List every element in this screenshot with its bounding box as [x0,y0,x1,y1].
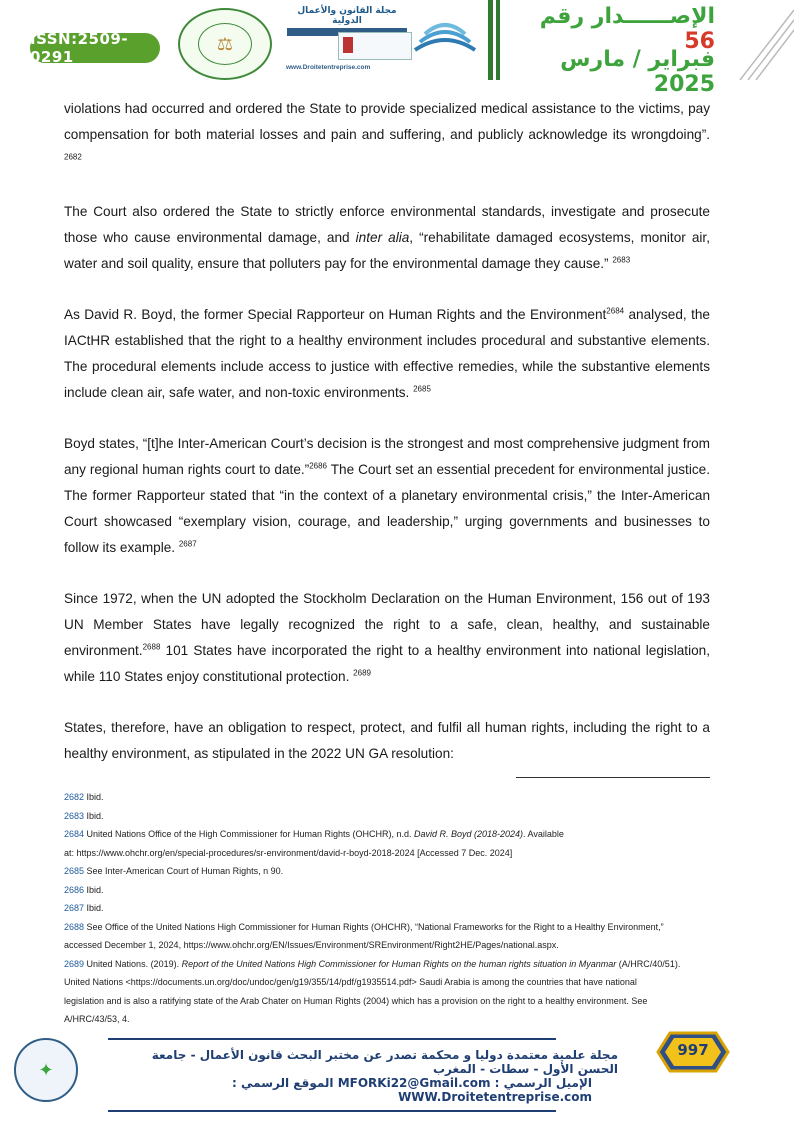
tower-icon [343,37,353,53]
footnote-ref[interactable]: 2683 [612,255,631,265]
footnote-ref[interactable]: 2686 [309,461,327,471]
footnote-ref[interactable]: 2688 [142,642,161,652]
footnote-continuation: A/HRC/43/53, 4. [64,1014,130,1024]
scales-icon: ⚖ [198,23,252,65]
lab-seal-logo [178,8,272,80]
paragraph-1: violations had occurred and ordered the State to provide specialized medical assistance to the victims, pay compensation for both material losses and pain and suffering, and publicly acknowledge its wrongdoing”. $^{2682}$ [64,101,710,162]
paragraph-4: Boyd states, “[t]he Inter-American Court’s decision is the strongest and most comprehensive judgment from any regional human rights court to date.”$^{2686}$ The Court set an essential precedent for environmental justice. The former Rapporteur stated that “in the context of a planetary environmental crisis,” the Inter-American Court showcased “exemplary vision, courage, and leadership,” urging governments and businesses to follow its example. $^{2687}$ [64,436,710,555]
footnote-item: 2683 Ibid. [64,810,104,821]
footer-rule-bottom [108,1110,556,1112]
paragraph-6: States, therefore, have an obligation to respect, protect, and fulfil all human rights, including the right to a healthy environment, as stipulated in the 2022 UN GA resolution: [64,720,710,761]
issue-label-text: الإصــــــدار رقم [539,4,715,29]
footnote-item: 2686 Ibid. [64,884,104,895]
issn-badge: ISSN:2509-0291 [30,33,160,63]
decorative-stripes [730,0,794,80]
footnote-ref[interactable]: 2682 [64,152,82,162]
footnote-item: 2688 See Office of the United Nations High Commissioner for Human Rights (OHCHR), “National Frameworks for the Right to a Healthy Environment,” [64,921,664,932]
footnote-ref[interactable]: 2689 [353,668,371,678]
footnote-number[interactable]: 2689 [64,958,85,969]
footnote-continuation: legislation and is also a ratifying state of the Arab Chater on Human Rights (2004) which has a provision on the right to a healthy environment. See [64,995,648,1006]
footnote-ref[interactable]: 2687 [178,539,197,549]
page-number: 997 [677,1041,709,1059]
footnote-continuation: United Nations <https://documents.un.org/doc/undoc/gen/g19/355/14/pdf/g1935514.pdf> Saudi Arabia is among the countries that have national [64,977,637,987]
page-header [0,0,794,97]
footnote-item: 2689 United Nations. (2019). Report of the United Nations High Commissioner for Human Rights on the human rights situation in Myanmar (A/HRC/40/51). [64,958,681,969]
university-logo [338,32,412,60]
page-number-badge [656,1030,730,1080]
journal-logo [282,6,482,72]
footnote-number[interactable]: 2685 [64,866,85,876]
footer-journal-description: مجلة علمية معتمدة دوليا و محكمة تصدر عن مختبر البحث قانون الأعمال - جامعة الحسن الأول - سطات - المغرب [151,1048,618,1076]
footnote-item: 2684 United Nations Office of the High Commissioner for Human Rights (OHCHR), n.d. David R. Boyd (2018-2024). Available [64,829,564,839]
footnote-separator [516,777,710,778]
footnote-continuation: at: https://www.ohchr.org/en/special-procedures/sr-environment/david-r-boyd-2018-2024 [Accessed 7 Dec. 2024] [64,847,513,858]
journal-title: مجلة القانون والأعمال الدولية [297,6,397,26]
footnote-item: 2687 Ibid. [64,903,104,913]
footnote-ref[interactable]: 2684 [606,306,625,316]
footnote-number[interactable]: 2683 [64,810,85,821]
footer-contact[interactable]: الإميل الرسمي : MFORKi22@Gmail.com الموقع الرسمي : WWW.Droitetentreprise.com [232,1076,592,1104]
header-separator [488,0,502,80]
issue-number: 56 [684,29,715,54]
paragraph-5: Since 1972, when the UN adopted the Stockholm Declaration on the Human Environment, 156 out of 193 UN Member States have legally recognized the right to a safe, clean, healthy, and sustainable environment.$^{2688}$ 101 States have incorporated the right to a healthy environment into national legislation, while 110 States enjoy constitutional protection. $^{2689}$ [64,591,710,684]
paragraph-2: The Court also ordered the State to strictly enforce environmental standards, investigate and prosecute those who cause environmental damage, and inter alia, “rehabilitate damaged ecosystems, monitor air, water and soil quality, ensure that polluters pay for the environmental damage they cause.” $^{2683}$ [64,204,710,271]
article-body [64,96,710,792]
issue-date: فبراير / مارس 2025 [560,47,715,97]
book-icon [410,10,480,60]
footnote-ref[interactable]: 2685 [413,384,431,394]
footer-rule-top [108,1038,556,1040]
page-footer [0,1030,794,1123]
paragraph-3: As David R. Boyd, the former Special Rapporteur on Human Rights and the Environment$^{2684}$ analysed, the IACtHR established that the right to a healthy environment includes procedural and substantive elements. The procedural elements include access to justice with effective remedies, while the substantive elements include clean air, safe water, and non-toxic environments. $^{2685}$ [64,306,710,400]
footnote-number[interactable]: 2686 [64,884,85,895]
footnote-continuation: accessed December 1, 2024, https://www.ohchr.org/EN/Issues/Environment/SREnvironment/Right2HE/Pages/national.aspx. [64,940,559,950]
footnotes [64,788,710,1029]
emblem-icon: ✦ [38,1059,54,1080]
footnote-number[interactable]: 2682 [64,792,85,802]
footnote-item: 2682 Ibid. [64,792,104,802]
director-logo [14,1038,78,1102]
journal-url[interactable]: www.Droitetentreprise.com [286,64,371,71]
footnote-number[interactable]: 2688 [64,921,85,932]
footnote-number[interactable]: 2687 [64,903,85,913]
footnote-item: 2685 See Inter-American Court of Human Rights, n 90. [64,866,284,876]
footnote-number[interactable]: 2684 [64,829,85,839]
